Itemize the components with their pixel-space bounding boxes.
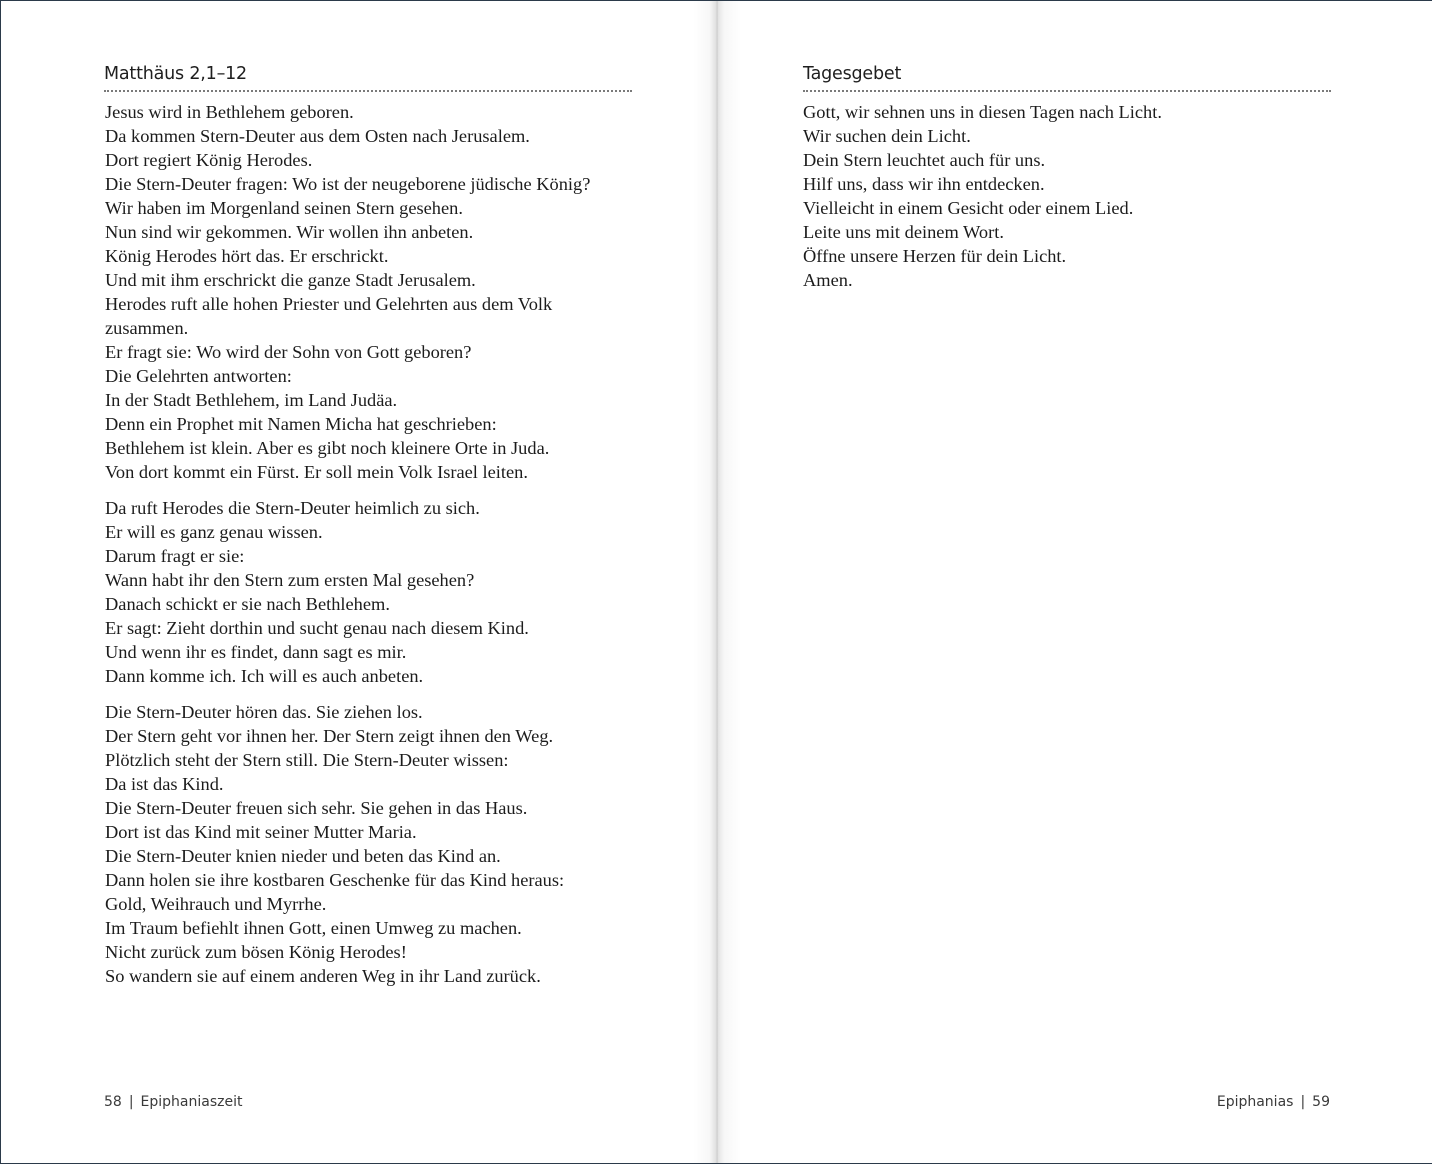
text-line: Die Stern-Deuter hören das. Sie ziehen los. (105, 702, 423, 722)
text-line: Die Stern-Deuter fragen: Wo ist der neugeborene jüdische König? (105, 174, 591, 194)
text-line: Bethlehem ist klein. Aber es gibt noch kleinere Orte in Juda. (105, 438, 550, 458)
page-number: 58 (104, 1094, 122, 1110)
right-page-footer (1217, 1092, 1330, 1112)
text-line: Und wenn ihr es findet, dann sagt es mir. (105, 642, 407, 662)
text-line: Herodes ruft alle hohen Priester und Gelehrten aus dem Volk zusammen. (105, 294, 553, 338)
page-number: 59 (1312, 1094, 1330, 1110)
text-line: König Herodes hört das. Er erschrickt. (105, 246, 389, 266)
text-line: Die Stern-Deuter freuen sich sehr. Sie gehen in das Haus. (105, 798, 528, 818)
text-line: Er sagt: Zieht dorthin und sucht genau nach diesem Kind. (105, 618, 529, 638)
text-line: Denn ein Prophet mit Namen Micha hat geschrieben: (105, 414, 497, 434)
text-line: Amen. (803, 270, 853, 290)
text-line: Gold, Weihrauch und Myrrhe. (105, 894, 327, 914)
text-line: Wir suchen dein Licht. (803, 126, 971, 146)
text-line: Wir haben im Morgenland seinen Stern gesehen. (105, 198, 463, 218)
stanza (105, 496, 645, 688)
text-line: Vielleicht in einem Gesicht oder einem Lied. (803, 198, 1134, 218)
footer-separator: | (1300, 1094, 1306, 1110)
text-line: Die Stern-Deuter knien nieder und beten das Kind an. (105, 846, 501, 866)
left-page-footer (104, 1092, 242, 1112)
text-line: Er fragt sie: Wo wird der Sohn von Gott geboren? (105, 342, 472, 362)
text-line: Dein Stern leuchtet auch für uns. (803, 150, 1046, 170)
stanza (105, 700, 645, 988)
text-line: Von dort kommt ein Fürst. Er soll mein Volk Israel leiten. (105, 462, 528, 482)
text-line: Dort regiert König Herodes. (105, 150, 313, 170)
text-line: Die Gelehrten antworten: (105, 366, 292, 386)
text-line: Da ist das Kind. (105, 774, 224, 794)
text-line: Nun sind wir gekommen. Wir wollen ihn anbeten. (105, 222, 474, 242)
text-line: Dann komme ich. Ich will es auch anbeten. (105, 666, 424, 686)
text-line: Dann holen sie ihre kostbaren Geschenke für das Kind heraus: (105, 870, 565, 890)
text-line: Und mit ihm erschrickt die ganze Stadt Jerusalem. (105, 270, 476, 290)
left-page (1, 1, 717, 1163)
stanza (105, 100, 645, 484)
text-line: Plötzlich steht der Stern still. Die Stern-Deuter wissen: (105, 750, 509, 770)
footer-separator: | (128, 1094, 134, 1110)
left-page-heading: Matthäus 2,1–12 (104, 63, 632, 92)
text-line: Dort ist das Kind mit seiner Mutter Maria. (105, 822, 417, 842)
text-line: Leite uns mit deinem Wort. (803, 222, 1004, 242)
text-line: Er will es ganz genau wissen. (105, 522, 323, 542)
text-line: In der Stadt Bethlehem, im Land Judäa. (105, 390, 398, 410)
text-line: Öffne unsere Herzen für dein Licht. (803, 246, 1067, 266)
section-name: Epiphanias (1216, 1094, 1294, 1110)
text-line: Darum fragt er sie: (105, 546, 245, 566)
text-line: Der Stern geht vor ihnen her. Der Stern zeigt ihnen den Weg. (105, 726, 554, 746)
text-line: Gott, wir sehnen uns in diesen Tagen nach Licht. (803, 102, 1162, 122)
text-line: Danach schickt er sie nach Bethlehem. (105, 594, 390, 614)
text-line: Hilf uns, dass wir ihn entdecken. (803, 174, 1045, 194)
text-line: Da ruft Herodes die Stern-Deuter heimlich zu sich. (105, 498, 480, 518)
text-line: Wann habt ihr den Stern zum ersten Mal gesehen? (105, 570, 475, 590)
text-line: Jesus wird in Bethlehem geboren. (105, 102, 354, 122)
text-line: Im Traum befiehlt ihnen Gott, einen Umweg zu machen. (105, 918, 522, 938)
prayer-text (803, 100, 1343, 292)
right-page-heading: Tagesgebet (803, 63, 1331, 92)
text-line: Nicht zurück zum bösen König Herodes! (105, 942, 407, 962)
bible-passage (105, 100, 645, 1000)
section-name: Epiphaniaszeit (140, 1094, 243, 1110)
right-page (717, 1, 1432, 1163)
text-line: Da kommen Stern-Deuter aus dem Osten nach Jerusalem. (105, 126, 530, 146)
text-line: So wandern sie auf einem anderen Weg in ihr Land zurück. (105, 966, 541, 986)
